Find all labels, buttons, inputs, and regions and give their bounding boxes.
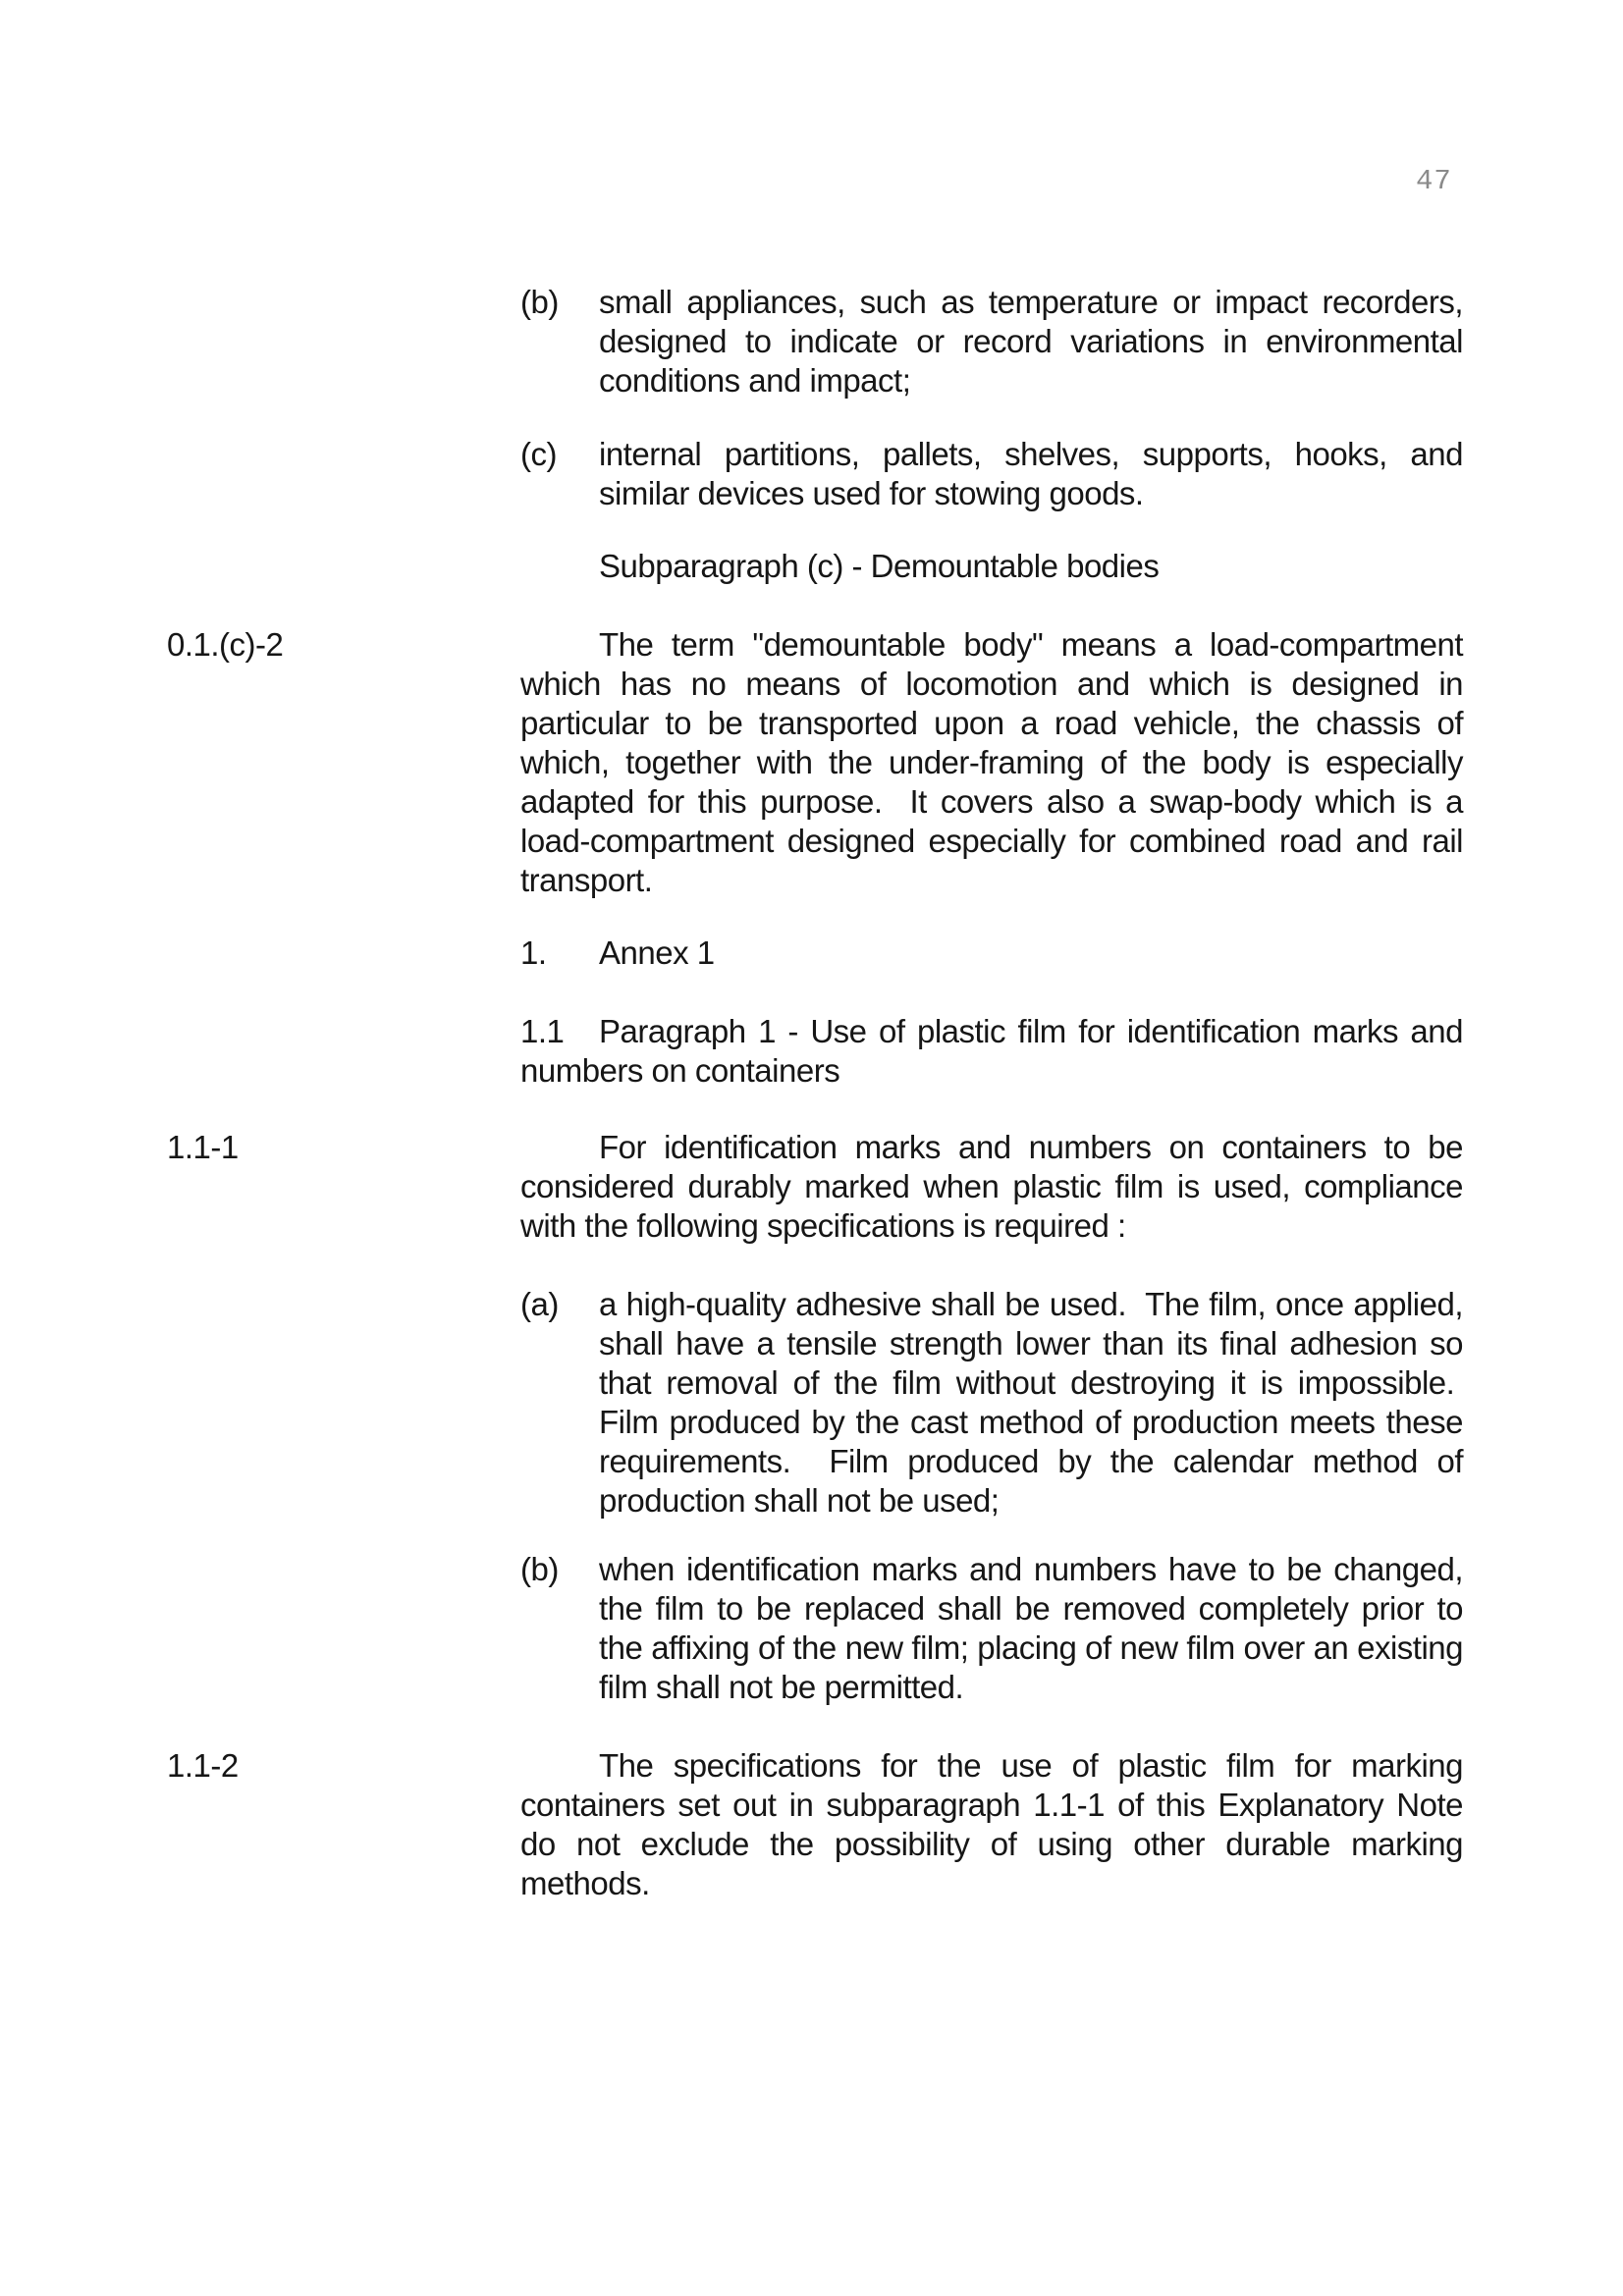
list-item-text: internal partitions, pallets, shelves, supports, hooks, and similar devices used for stowing goods. bbox=[599, 436, 1463, 511]
list-item bbox=[520, 1285, 1463, 1521]
list-item-text: when identification marks and numbers have to be changed, the film to be replaced shall be removed completely prior to the affixing of the new film; placing of new film over an existing film shall not be permitted. bbox=[599, 1551, 1463, 1705]
paragraph-text: The specifications for the use of plastic film for marking containers set out in subparagraph 1.1-1 of this Explanatory Note do not exclude the possibility of using other durable marking methods. bbox=[520, 1747, 1463, 1901]
paragraph-text: For identification marks and numbers on containers to be considered durably marked when plastic film is used, compliance with the following specifications is required : bbox=[520, 1129, 1463, 1244]
document-body bbox=[167, 0, 1463, 1903]
margin-label: 0.1.(c)-2 bbox=[167, 626, 284, 663]
list-item-text: Annex 1 bbox=[599, 934, 715, 971]
list-item-marker: (b) bbox=[520, 284, 559, 320]
list-item-marker: (b) bbox=[520, 1551, 559, 1587]
numbered-heading-marker: 1.1 bbox=[520, 1013, 565, 1049]
list-item bbox=[520, 283, 1463, 400]
section-subheading bbox=[520, 547, 1463, 586]
list-item-marker: (a) bbox=[520, 1286, 559, 1322]
labeled-paragraph bbox=[167, 1746, 1463, 1903]
page-number: 47 bbox=[1416, 165, 1452, 197]
section-subheading-text: Subparagraph (c) - Demountable bodies bbox=[599, 548, 1160, 584]
list-item bbox=[520, 934, 1463, 973]
list-item-marker: 1. bbox=[520, 934, 547, 971]
paragraph-text: The term "demountable body" means a load-compartment which has no means of locomotion and which is designed in particular to be transported upon a road vehicle, the chassis of which, together with the under-framing of the body is especially adapted for this purpose. It covers also a swap-body which is a load-compartment designed especially for combined road and rail transport. bbox=[520, 626, 1463, 898]
list-item bbox=[520, 435, 1463, 513]
labeled-paragraph bbox=[167, 1128, 1463, 1246]
list-item bbox=[520, 1550, 1463, 1707]
numbered-heading-text: Paragraph 1 - Use of plastic film for identification marks and numbers on containers bbox=[520, 1013, 1463, 1089]
numbered-heading bbox=[520, 1012, 1463, 1091]
list-item-marker: (c) bbox=[520, 436, 557, 472]
margin-label: 1.1-2 bbox=[167, 1747, 239, 1784]
list-item-text: small appliances, such as temperature or impact recorders, designed to indicate or record variations in environmental conditions and impact; bbox=[599, 284, 1463, 399]
list-item-text: a high-quality adhesive shall be used. The film, once applied, shall have a tensile strength lower than its final adhesion so that removal of the film without destroying it is impossible. Film produced by the cast method of production meets these requirements. Film produced by the calendar method of production shall not be used; bbox=[599, 1286, 1463, 1519]
labeled-paragraph bbox=[167, 625, 1463, 900]
margin-label: 1.1-1 bbox=[167, 1129, 239, 1165]
